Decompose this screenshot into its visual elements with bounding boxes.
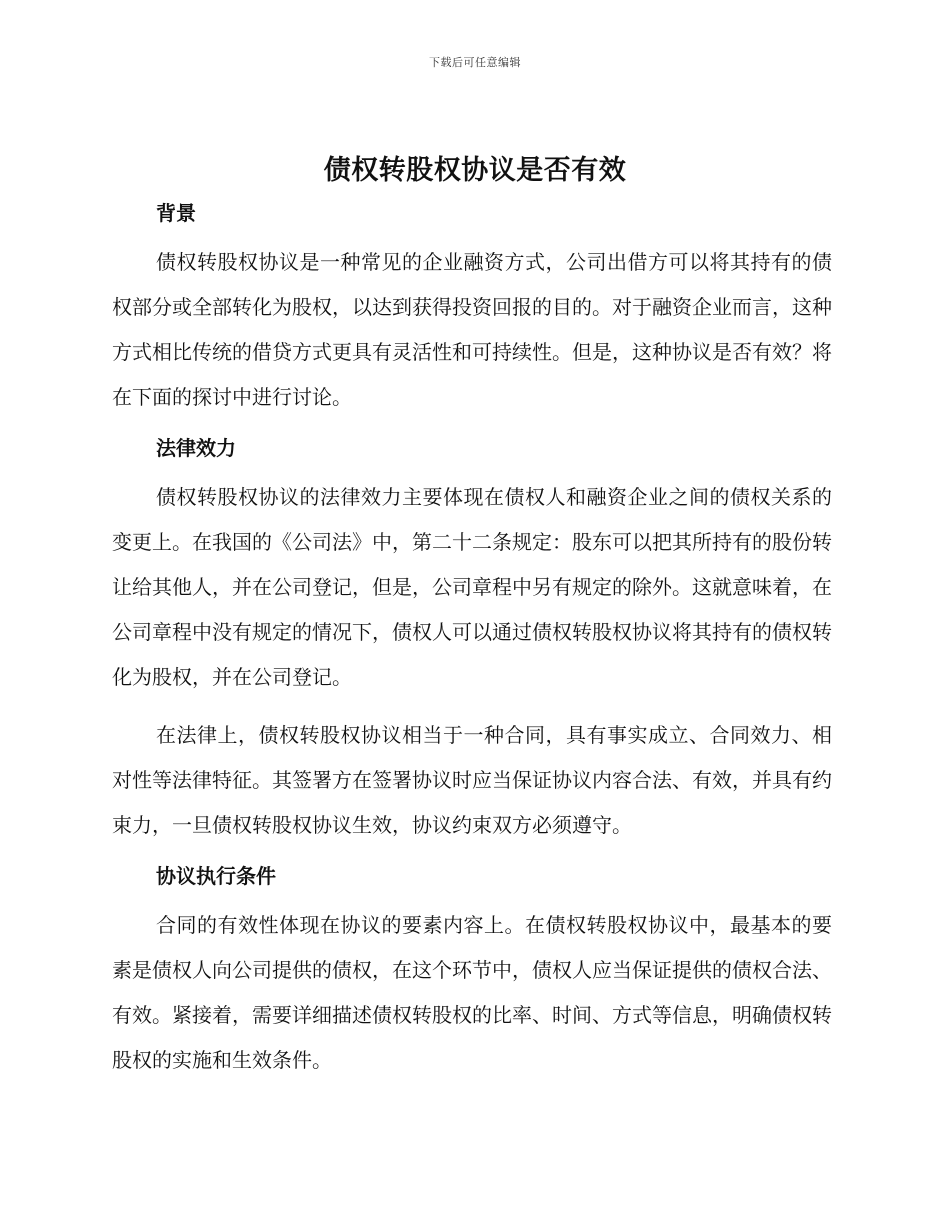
paragraph: 债权转股权协议是一种常见的企业融资方式，公司出借方可以将其持有的债权部分或全部转化为股权，以达到获得投资回报的目的。对于融资企业而言，这种方式相比传统的借贷方式更具有灵活性和可持续性。但是，这种协议是否有效？将在下面的探讨中进行讨论。 — [112, 250, 832, 409]
section-heading: 协议执行条件 — [156, 864, 276, 888]
paragraph: 合同的有效性体现在协议的要素内容上。在债权转股权协议中，最基本的要素是债权人向公司提供的债权，在这个环节中，债权人应当保证提供的债权合法、有效。紧接着，需要详细描述债权转股权的比率、时间、方式等信息，明确债权转股权的实施和生效条件。 — [112, 913, 832, 1072]
section-background — [112, 198, 832, 420]
paragraph: 在法律上，债权转股权协议相当于一种合同，具有事实成立、合同效力、相对性等法律特征。其签署方在签署协议时应当保证协议内容合法、有效，并具有约束力，一旦债权转股权协议生效，协议约束双方必须遵守。 — [112, 723, 832, 837]
page-header-note: 下载后可任意编辑 — [429, 56, 521, 69]
section-legal-effect — [112, 433, 832, 848]
document-title: 债权转股权协议是否有效 — [323, 155, 627, 186]
section-heading: 背景 — [156, 201, 196, 225]
paragraph: 债权转股权协议的法律效力主要体现在债权人和融资企业之间的债权关系的变更上。在我国的《公司法》中，第二十二条规定：股东可以把其所持有的股份转让给其他人，并在公司登记，但是，公司章程中另有规定的除外。这就意味着，在公司章程中没有规定的情况下，债权人可以通过债权转股权协议将其持有的债权转化为股权，并在公司登记。 — [112, 485, 832, 689]
document-body — [112, 198, 832, 1096]
section-heading: 法律效力 — [156, 436, 236, 460]
section-execution-conditions — [112, 861, 832, 1083]
